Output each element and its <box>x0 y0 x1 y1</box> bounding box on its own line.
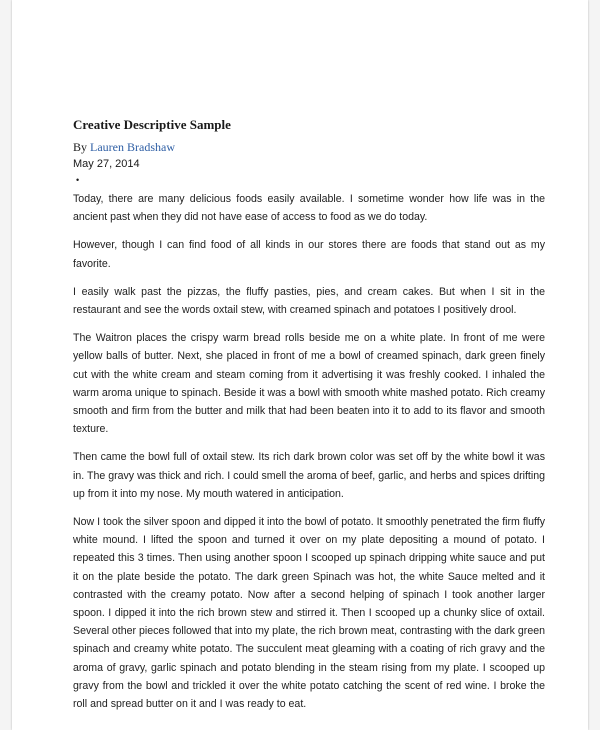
document-title: Creative Descriptive Sample <box>73 117 231 132</box>
paragraph: The Waitron places the crispy warm bread rolls beside me on a white plate. In front of me were yellow balls of butter. Next, she placed in front of me a bowl of creamed spinach, dark green finely cut with the white cream and steam coming from it advertising it was freshly cooked. I inhaled the warm aroma unique to spinach. Beside it was a bowl with smooth white mashed potato. Rich creamy smooth and firm from the butter and milk that had been beaten into it to add to its flavor and smooth texture. <box>73 332 545 436</box>
bullet-marker: • <box>76 175 80 185</box>
paragraph: I easily walk past the pizzas, the fluffy pasties, pies, and cream cakes. But when I sit in the restaurant and see the words oxtail stew, with creamed spinach and potatoes I positively drool. <box>73 285 545 317</box>
paragraph: Today, there are many delicious foods easily available. I sometime wonder how life was in the ancient past when they did not have ease of access to food as we do today. <box>73 193 545 224</box>
paragraph: Then came the bowl full of oxtail stew. Its rich dark brown color was set off by the white bowl it was in. The gravy was thick and rich. I could smell the aroma of beef, garlic, and herbs and spices drifting up from it into my nose. My mouth watered in anticipation. <box>73 451 545 500</box>
byline-prefix: By <box>73 140 91 154</box>
document-date: May 27, 2014 <box>73 158 140 170</box>
paragraph: Now I took the silver spoon and dipped it into the bowl of potato. It smoothly penetrated the firm fluffy white mound. I lifted the spoon and turned it over on my plate depositing a mound of potato. I repeated this 3 times. Then using another spoon I scooped up spinach dripping white sauce and put it on the plate beside the potato. The dark green Spinach was hot, the white Sauce melted and it contrasted with the creamy potato. Now after a second helping of spinach I took another larger spoon. I dipped it into the rich brown stew and stirred it. Then I scooped up a chunky slice of oxtail. Several other pieces followed that into my plate, the rich brown meat, contrasting with the dark green spinach and creamy white potato. The succulent meat gleaming with a coating of rich gravy and the aroma of gravy, garlic spinach and potato blending in the steam rising from my plate. I scooped up gravy from the bowl and trickled it over the white potato catching the scent of red wine. I broke the roll and spread butter on it and I was ready to eat. <box>73 516 545 711</box>
byline <box>73 140 175 155</box>
document-page <box>12 0 588 730</box>
paragraph: However, though I can find food of all kinds in our stores there are foods that stand out as my favorite. <box>73 239 545 270</box>
author-link[interactable]: Lauren Bradshaw <box>90 140 175 154</box>
document-body <box>73 190 545 723</box>
